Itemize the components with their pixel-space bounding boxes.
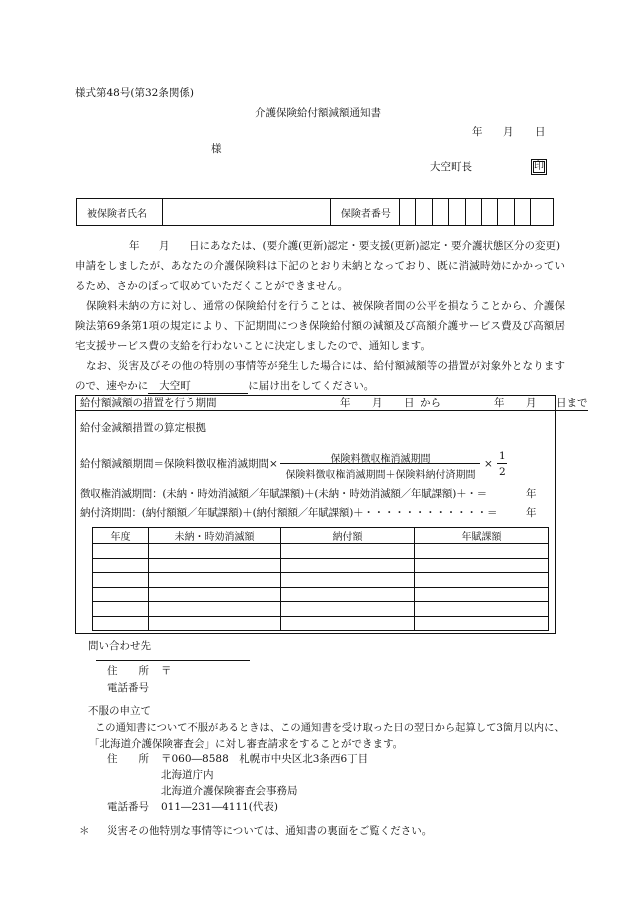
p1-month: 月	[159, 240, 170, 252]
period-from-year: 年	[340, 397, 351, 409]
date-year: 年	[472, 126, 483, 138]
paid-period-line: 納付済期間：(納付額額／年賦課額)＋(納付額額／年賦課額)＋・・・・・・・・・・・・＝	[80, 507, 498, 519]
insurer-number-digit[interactable]	[514, 199, 530, 226]
table-cell[interactable]	[415, 602, 549, 617]
appeal-phone: 011―231―4111(代表)	[161, 801, 278, 813]
table-row	[93, 558, 549, 573]
inquiry-postal-mark: 〒	[161, 665, 172, 677]
inquiry-name-line	[96, 650, 250, 661]
period-from-day: 日	[404, 397, 415, 409]
insurer-number-digit[interactable]	[416, 199, 432, 226]
appeal-address-label: 住 所	[107, 753, 149, 765]
period-to-year: 年	[494, 397, 505, 409]
col-header-annual-levy: 年賦課額	[415, 528, 549, 544]
period-to-month: 月	[526, 397, 537, 409]
issuer-name: 大空町長	[430, 161, 472, 173]
appeal-phone-label: 電話番号	[107, 801, 149, 813]
insurer-number-digit[interactable]	[449, 199, 465, 226]
inquiry-address-label: 住 所	[107, 665, 149, 677]
appeal-office-2: 北海道介護保険審査会事務局	[161, 785, 298, 797]
table-cell[interactable]	[93, 616, 149, 631]
insurer-number-digit[interactable]	[498, 199, 514, 226]
addressee-suffix: 様	[211, 143, 222, 155]
fraction-denominator: 保険料徴収権消滅期間＋保険料納付済期間	[285, 470, 476, 481]
table-row	[93, 573, 549, 588]
half-denominator: 2	[499, 466, 506, 478]
period-from-word: から	[420, 397, 441, 409]
table-cell[interactable]	[149, 587, 281, 602]
p1-year: 年	[129, 240, 140, 252]
fraction-bar	[280, 463, 480, 464]
extinct-period-line: 徴収権消滅期間：(未納・時効消滅額／年賦課額)＋(未納・時効消滅額／年賦課額)＋・＝	[80, 488, 487, 500]
half-fraction-bar	[497, 463, 507, 464]
formula-lhs: 給付額減額期間＝保険料徴収権消滅期間×	[80, 458, 278, 470]
table-cell[interactable]	[281, 616, 415, 631]
paragraph-3-b: に届け出をしてください。	[248, 380, 375, 392]
col-header-unpaid-amount: 未納・時効消滅額	[149, 528, 281, 544]
table-cell[interactable]	[281, 558, 415, 573]
table-cell[interactable]	[415, 616, 549, 631]
appeal-office-1: 北海道庁内	[161, 769, 214, 781]
table-cell[interactable]	[149, 616, 281, 631]
table-row	[93, 587, 549, 602]
seal-mark: 印	[531, 159, 547, 175]
table-cell[interactable]	[415, 573, 549, 588]
insured-name-label: 被保険者氏名	[77, 199, 163, 226]
table-cell[interactable]	[93, 558, 149, 573]
insurer-number-digit[interactable]	[481, 199, 497, 226]
period-underline	[76, 397, 588, 411]
footnote-mark: ＊	[79, 825, 90, 837]
table-cell[interactable]	[93, 544, 149, 559]
p1-day-text: 日にあなたは、(要介護(更新)認定・要支援(更新)認定・要介護状態区分の変更)	[189, 240, 561, 252]
town-name: 大空町	[148, 380, 248, 394]
document-title: 介護保険給付額減額通知書	[255, 107, 381, 119]
insurer-number-digit[interactable]	[465, 199, 481, 226]
col-header-paid-amount: 納付額	[281, 528, 415, 544]
table-cell[interactable]	[149, 544, 281, 559]
paragraph-2: 保険料未納の方に対し、通常の保険給付を行うことは、被保険者間の公平を損なうことから、介護保険法第69条第1項の規定により、下記期間につき保険給付額の減額及び高額介護サービス費及び高額居宅支援サービス費の支給を行わないことに決定しましたので、通知します。	[75, 300, 565, 352]
table-cell[interactable]	[281, 587, 415, 602]
table-row	[93, 544, 549, 559]
form-number: 様式第48号(第32条関係)	[75, 87, 194, 99]
table-cell[interactable]	[149, 558, 281, 573]
table-row	[93, 616, 549, 631]
insurer-number-label: 保険者番号	[330, 199, 399, 226]
insurer-number-digit[interactable]	[432, 199, 448, 226]
extinct-period-unit: 年	[526, 488, 537, 500]
date-month: 月	[503, 126, 514, 138]
basis-heading: 給付金減額措置の算定根拠	[80, 422, 206, 434]
fraction-numerator: 保険料徴収権消滅期間	[330, 454, 431, 465]
appeal-text-2: 「北海道介護保険審査会」に対し審査請求をすることができます。	[89, 738, 404, 750]
period-to-day: 日まで	[556, 397, 588, 409]
insurer-number-digit[interactable]	[531, 199, 554, 226]
insurer-number-digit[interactable]	[399, 199, 415, 226]
paragraph-1-rest: 申請をしましたが、あなたの介護保険料は下記のとおり未納となっており、既に消滅時効にかかっているため、さかのぼって収めていただくことができません。	[75, 260, 565, 292]
table-cell[interactable]	[93, 602, 149, 617]
inquiry-heading: 問い合わせ先	[88, 640, 151, 652]
paragraph-3	[75, 356, 565, 396]
times-sign: ×	[484, 458, 493, 470]
table-cell[interactable]	[149, 573, 281, 588]
table-cell[interactable]	[415, 544, 549, 559]
yearly-amount-table	[92, 527, 549, 631]
paid-period-unit: 年	[526, 507, 537, 519]
table-cell[interactable]	[281, 602, 415, 617]
table-row	[93, 602, 549, 617]
table-cell[interactable]	[281, 544, 415, 559]
insured-info-table	[76, 198, 554, 226]
appeal-address: 〒060―8588 札幌市中央区北3条西6丁目	[161, 753, 369, 765]
table-cell[interactable]	[415, 587, 549, 602]
table-cell[interactable]	[149, 602, 281, 617]
table-cell[interactable]	[93, 573, 149, 588]
half-numerator: 1	[499, 450, 506, 462]
period-from-month: 月	[372, 397, 383, 409]
paragraph-3-a: なお、災害及びその他の特別の事情等が発生した場合には、給付額減額等の措置が対象外となりますので、速やかに	[75, 360, 565, 392]
appeal-text-1: この通知書について不服があるときは、この通知書を受け取った日の翌日から起算して3箇月以内に、	[95, 722, 565, 734]
period-label: 給付額減額の措置を行う期間	[80, 397, 217, 409]
appeal-heading: 不服の申立て	[88, 705, 151, 717]
table-cell[interactable]	[415, 558, 549, 573]
table-cell[interactable]	[93, 587, 149, 602]
footnote-text: 災害その他特別な事情等については、通知書の裏面をご覧ください。	[107, 825, 433, 837]
table-cell[interactable]	[281, 573, 415, 588]
col-header-fiscal-year: 年度	[93, 528, 149, 544]
inquiry-phone-label: 電話番号	[107, 682, 149, 694]
insured-name-field[interactable]	[163, 199, 331, 226]
date-day: 日	[535, 126, 546, 138]
